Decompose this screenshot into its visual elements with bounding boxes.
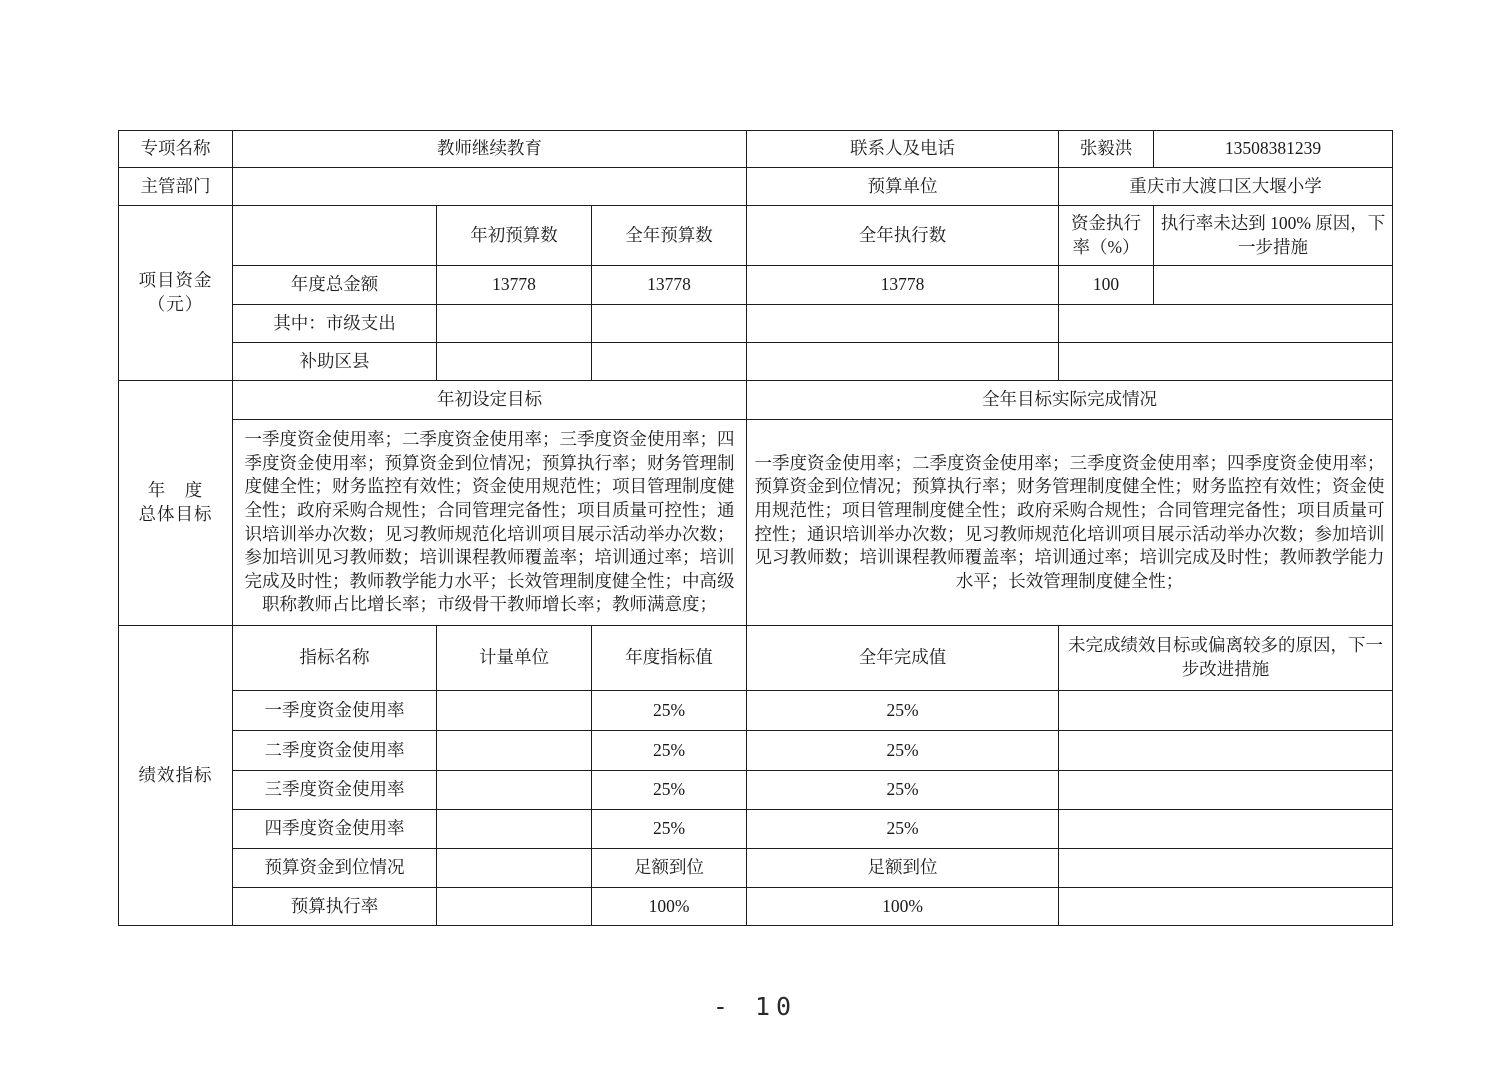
funds-merged-value [1059, 305, 1393, 343]
indicator-name: 四季度资金使用率 [233, 810, 437, 849]
dept-label: 主管部门 [119, 168, 233, 206]
indicator-row [119, 771, 1393, 810]
table-row [119, 131, 1393, 168]
goals-set-header: 年初设定目标 [233, 381, 747, 420]
table-row [119, 206, 1393, 266]
page-number: - 10 [712, 992, 798, 1021]
indicator-target: 25% [592, 731, 747, 771]
funds-row-total [119, 266, 1393, 305]
funds-col-annual-budget: 全年预算数 [592, 206, 747, 266]
indicators-col-unit: 计量单位 [437, 626, 592, 691]
funds-rate-value: 100 [1059, 266, 1154, 305]
indicator-actual: 100% [747, 888, 1059, 926]
funds-row-label: 年度总金额 [233, 266, 437, 305]
indicator-actual: 25% [747, 810, 1059, 849]
indicator-unit [437, 849, 592, 888]
budget-unit-label: 预算单位 [747, 168, 1059, 206]
contact-name: 张毅洪 [1059, 131, 1154, 168]
indicator-row [119, 888, 1393, 926]
indicator-unit [437, 888, 592, 926]
indicator-actual: 25% [747, 731, 1059, 771]
goals-actual-text: 一季度资金使用率；二季度资金使用率；三季度资金使用率；四季度资金使用率；预算资金到位情况；预算执行率；财务管理制度健全性；财务监控有效性；资金使用规范性；项目管理制度健全性；政府采购合规性；合同管理完备性；项目质量可控性；通识培训举办次数；见习教师规范化培训项目展示活动举办次数；参加培训见习教师数；培训课程教师覆盖率；培训通过率；培训完成及时性；教师教学能力水平；长效管理制度健全性； [747, 420, 1393, 626]
indicator-actual: 足额到位 [747, 849, 1059, 888]
table-row [119, 626, 1393, 691]
funds-blank-header-cell [233, 206, 437, 266]
contact-label: 联系人及电话 [747, 131, 1059, 168]
contact-phone: 13508381239 [1154, 131, 1393, 168]
indicator-row [119, 810, 1393, 849]
funds-annual-value [592, 343, 747, 381]
table-row [119, 420, 1393, 626]
funds-col-annual-execution: 全年执行数 [747, 206, 1059, 266]
indicator-reason [1059, 888, 1393, 926]
funds-col-execution-rate: 资金执行率（%） [1059, 206, 1154, 266]
indicator-target: 25% [592, 771, 747, 810]
goals-section-label [119, 381, 233, 626]
indicators-col-name: 指标名称 [233, 626, 437, 691]
indicator-name: 三季度资金使用率 [233, 771, 437, 810]
funds-reason-value [1154, 266, 1393, 305]
funds-row-district [119, 343, 1393, 381]
funds-section-label [119, 206, 233, 381]
indicator-row [119, 691, 1393, 731]
indicators-col-actual: 全年完成值 [747, 626, 1059, 691]
indicators-col-reason: 未完成绩效目标或偏离较多的原因，下一步改进措施 [1059, 626, 1393, 691]
indicator-actual: 25% [747, 771, 1059, 810]
funds-initial-value [437, 305, 592, 343]
funds-col-initial-budget: 年初预算数 [437, 206, 592, 266]
funds-execution-value: 13778 [747, 266, 1059, 305]
indicator-target: 25% [592, 810, 747, 849]
indicator-actual: 25% [747, 691, 1059, 731]
funds-row-label: 其中：市级支出 [233, 305, 437, 343]
indicator-unit [437, 810, 592, 849]
dept-value [233, 168, 747, 206]
indicator-reason [1059, 691, 1393, 731]
goals-actual-header: 全年目标实际完成情况 [747, 381, 1393, 420]
budget-unit-value: 重庆市大渡口区大堰小学 [1059, 168, 1393, 206]
goals-section-label-line2: 总体目标 [138, 504, 213, 524]
indicator-reason [1059, 771, 1393, 810]
funds-annual-value [592, 305, 747, 343]
indicator-unit [437, 691, 592, 731]
indicator-unit [437, 731, 592, 771]
indicator-name: 预算资金到位情况 [233, 849, 437, 888]
funds-section-label-line2: （元） [147, 294, 204, 314]
indicators-section-label: 绩效指标 [119, 626, 233, 926]
indicator-reason [1059, 849, 1393, 888]
funds-annual-value: 13778 [592, 266, 747, 305]
indicator-name: 一季度资金使用率 [233, 691, 437, 731]
indicator-name: 预算执行率 [233, 888, 437, 926]
performance-report-table [118, 130, 1393, 926]
indicators-col-target: 年度指标值 [592, 626, 747, 691]
funds-merged-value [1059, 343, 1393, 381]
project-name-value: 教师继续教育 [233, 131, 747, 168]
goals-section-label-line1: 年 度 [147, 480, 204, 501]
indicator-target: 足额到位 [592, 849, 747, 888]
indicator-row [119, 731, 1393, 771]
funds-execution-value [747, 343, 1059, 381]
table-row [119, 168, 1393, 206]
funds-initial-value: 13778 [437, 266, 592, 305]
funds-row-label: 补助区县 [233, 343, 437, 381]
funds-row-municipal [119, 305, 1393, 343]
indicator-reason [1059, 810, 1393, 849]
indicator-target: 25% [592, 691, 747, 731]
funds-col-reason: 执行率未达到 100% 原因，下一步措施 [1154, 206, 1393, 266]
indicator-unit [437, 771, 592, 810]
goals-set-text: 一季度资金使用率；二季度资金使用率；三季度资金使用率；四季度资金使用率；预算资金到位情况；预算执行率；财务管理制度健全性；财务监控有效性；资金使用规范性；项目管理制度健全性；政府采购合规性；合同管理完备性；项目质量可控性；通识培训举办次数；见习教师规范化培训项目展示活动举办次数；参加培训见习教师数；培训课程教师覆盖率；培训通过率；培训完成及时性；教师教学能力水平；长效管理制度健全性；中高级职称教师占比增长率；市级骨干教师增长率；教师满意度； [233, 420, 747, 626]
funds-section-label-line1: 项目资金 [138, 270, 213, 291]
table-row [119, 381, 1393, 420]
funds-execution-value [747, 305, 1059, 343]
indicator-name: 二季度资金使用率 [233, 731, 437, 771]
indicator-reason [1059, 731, 1393, 771]
funds-initial-value [437, 343, 592, 381]
project-name-label: 专项名称 [119, 131, 233, 168]
indicator-target: 100% [592, 888, 747, 926]
indicator-row [119, 849, 1393, 888]
